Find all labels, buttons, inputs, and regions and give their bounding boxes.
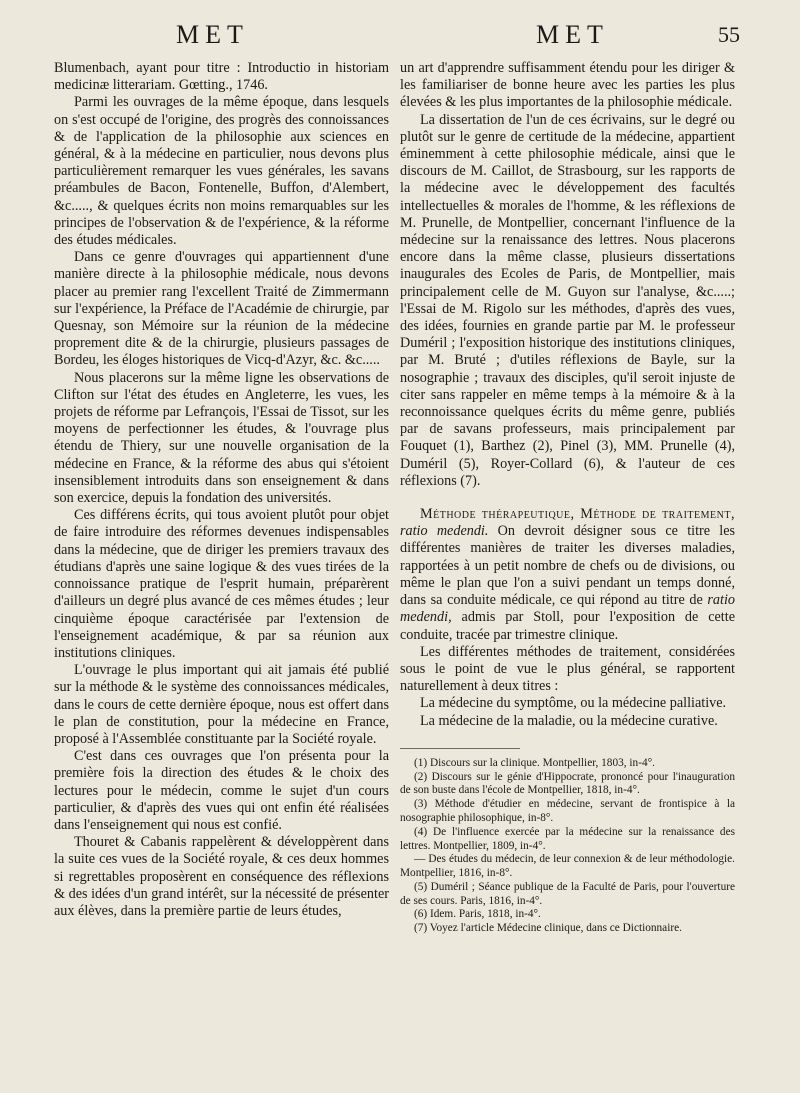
- right-paragraph-6: La médecine de la maladie, ou la médecine curative.: [420, 712, 718, 729]
- footnotes: [400, 757, 735, 936]
- left-paragraph-4: Nous placerons sur la même ligne les observations de Clifton sur l'état des études en Angleterre, les vues, les projets de réforme par Lefrançois, l'Essai de Tissot, sur les moyens de perfectionner les études, & l'ouvrage plus étendu de Thiery, sur une nouvelle organisation de la médecine en France, & la réforme des abus qui s'étoient insensiblement introduits dans son enseignement & dans son exercice, depuis la fondation des universités.: [54, 369, 389, 507]
- left-paragraph-5: Ces différens écrits, qui tous avoient plutôt pour objet de faire introduire des réformes devenues indispensables dans la médecine, que de diriger les premiers travaux des étudians d'après une saine logique & des vues tirées de la connoissance pratique de l'esprit humain, préparèrent d'ailleurs un degré plus avancé de ces mêmes études ; leur cinquième époque caractérisée par l'extension de l'enseignement académique, & par sa réunion aux institutions cliniques.: [54, 507, 389, 661]
- entry-latin-term-2: ratio medendi,: [400, 592, 735, 626]
- running-header: [0, 20, 800, 54]
- left-paragraph-2: Parmi les ouvrages de la même époque, dans lesquels on s'est occupé de l'origine, des progrès des connoissances & de l'application de la philosophie aux sciences en général, & à la médecine en particulier, nous devons plus particulièrement remarquer les vues générales, les savans préambules de Bacon, Fontenelle, Buffon, d'Alembert, &c....., & quelques écrits non moins remarquables sur les principes de l'observation & de l'expérience, & la réforme des études médicales.: [54, 94, 389, 249]
- footnote-5: (5) Duméril ; Séance publique de la Faculté de Paris, pour l'ouverture de ses cours. Paris, 1816, in-4°.: [400, 880, 735, 907]
- footnote-7: (7) Voyez l'article Médecine clinique, dans ce Dictionnaire.: [414, 922, 682, 935]
- left-paragraph-3: Dans ce genre d'ouvrages qui appartiennent d'une manière directe à la philosophie médicale, nous devons placer au premier rang l'excellent Traité de Zimmermann sur l'expérience, la Préface de l'Académie de chirurgie, par Quesnay, son Mémoire sur la réunion de la médecine proprement dite & de la chirurgie, plusieurs passages de Bordeu, les éloges historiques de Vicq-d'Azyr, &c. &c.....: [54, 249, 389, 369]
- entry-tail: admis par Stoll, pour l'exposition de cette conduite, tracée par trimestre clinique.: [400, 609, 735, 643]
- footnote-1: (1) Discours sur la clinique. Montpellier, 1803, in-4°.: [414, 756, 655, 769]
- footnote-4: (4) De l'influence exercée par la médecine sur la renaissance des lettres. Montpellier, 1809, in-4°.: [400, 825, 735, 852]
- footnote-3: (3) Méthode d'étudier en médecine, servant de frontispice à la nosographie philosophique, in-8°.: [400, 798, 735, 824]
- footnote-6: (6) Idem. Paris, 1818, in-4°.: [414, 908, 541, 921]
- left-column: [54, 60, 389, 920]
- footnote-2: (2) Discours sur le génie d'Hippocrate, prononcé pour l'inauguration de son buste dans l'école de Montpellier, 1818, in-4°.: [400, 770, 735, 797]
- header-right-word: MET: [536, 20, 609, 49]
- section-gap: [400, 490, 735, 506]
- left-paragraph-8: Thouret & Cabanis rappelèrent & développèrent dans la suite ces vues de la Société royale, & ces deux hommes si regrettables proposèrent en conséquence des réflexions & des idées d'un grand intérêt, sur la nécessité de présenter aux élèves, dans la première partie de leurs études,: [54, 834, 389, 919]
- footnote-divider: [400, 748, 520, 749]
- right-paragraph-2: La dissertation de l'un de ces écrivains, sur le degré ou plutôt sur le genre de certitude de la médecine, appartient éminemment à cette philosophie médicale, ainsi que le discours de M. Caillot, de Strasbourg, sur les rapports de la médecine avec le développement des facultés intellectuelles & morales de l'homme, & les réflexions de M. Prunelle, de Montpellier, concernant l'influence de la médecine sur la renaissance des lettres. Nous placerons encore dans la même classe, plusieurs dissertations inaugurales des Ecoles de Paris, de Montpellier, mais principalement celle de M. Guyon sur l'analyse, &c.....; l'Essai de M. Rigolo sur les méthodes, d'après des vues, des idées, fournies en grande partie par M. le professeur Duméril ; l'exposition historique des institutions cliniques, par M. Bruté ; d'utiles réflexions de Bayle, sur la nosographie ; travaux des disciples, qu'il seroit injuste de citer sans rappeler en même temps à la mémoire & à la reconnoissance quelques écrits du même genre, publiés par de savans professeurs, mais principalement par Fouquet (1), Barthez (2), Pinel (3), MM. Prunelle (4), Duméril (5), Royer-Collard (6), & l'auteur de ces réflexions (7).: [400, 111, 735, 489]
- therapeutic-method-entry: [400, 506, 735, 644]
- right-column: [400, 60, 735, 936]
- left-paragraph-6: L'ouvrage le plus important qui ait jamais été publié sur la méthode & le système des connoissances médicales, dans le cours de cette dernière époque, nous est offert dans le plan de constitution, pour la médecine en France, proposé à l'Assemblée constituante par la Société royale.: [54, 662, 389, 747]
- entry-latin-term: ratio medendi.: [400, 523, 489, 540]
- header-left-word: MET: [176, 20, 249, 49]
- page-number: 55: [718, 22, 740, 47]
- entry-body: On devroit désigner sous ce titre les différentes manières de traiter les diverses maladies, rapportées à un petit nombre de chefs ou de divisions, ou même le plan que l'on a suivi pendant un temps donné, dans sa conduite médicale, ce qui répond au titre de: [400, 523, 736, 609]
- left-paragraph-7: C'est dans ces ouvrages que l'on présenta pour la première fois la direction des études & le choix des lectures pour le médecin, comme le sujet d'un cours particulier, & d'après des vues qui ont enfin été réalisées dans l'enseignement qui nous est confié.: [54, 748, 389, 833]
- footnote-4b: — Des études du médecin, de leur connexion & de leur méthodologie. Montpellier, 1816, in-8°.: [400, 853, 735, 880]
- right-paragraph-1: un art d'apprendre suffisamment étendu pour les diriger & les familiariser de bonne heure avec les parties les plus élevées & les plus importantes de la philosophie médicale.: [400, 60, 735, 111]
- right-paragraph-5: La médecine du symptôme, ou la médecine palliative.: [420, 695, 727, 712]
- left-paragraph-1: Blumenbach, ayant pour titre : Introductio in historiam medicinæ litterariam. Gœtting., 1746.: [54, 60, 389, 94]
- right-paragraph-4: Les différentes méthodes de traitement, considérées sous le point de vue le plus général, se rapportent naturellement à deux titres :: [400, 643, 735, 695]
- entry-heading: Méthode thérapeutique, Méthode de traitement,: [420, 506, 735, 523]
